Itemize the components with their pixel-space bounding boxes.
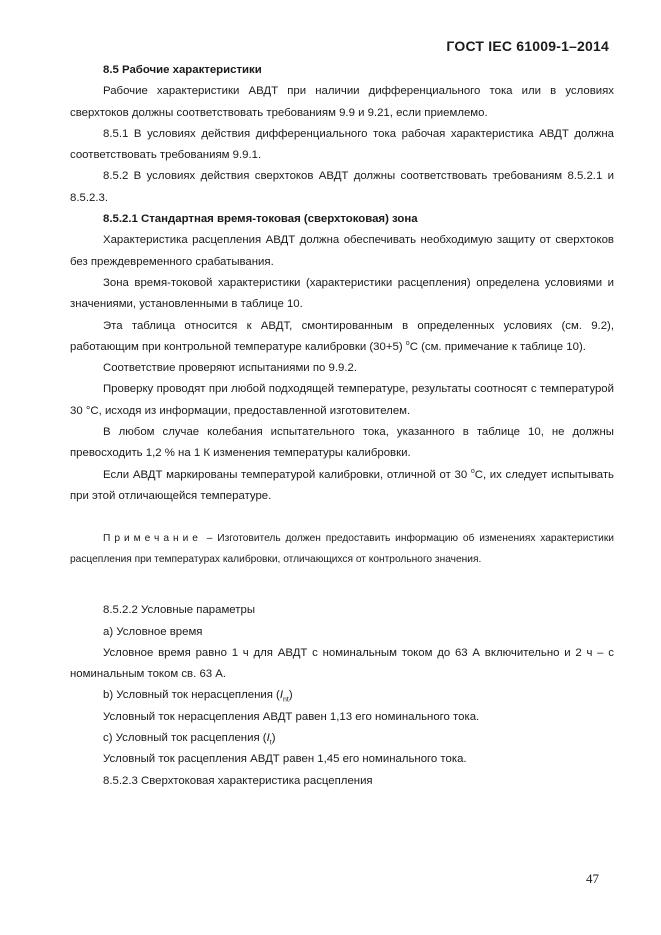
degree-symbol: o [405, 340, 410, 348]
paragraph: 8.5.2 В условиях действия сверхтоков АВДТ должны соответствовать требованиям 8.5.2.1 и 8.5.2.3. [70, 170, 614, 204]
section-8-5-2-2-heading: 8.5.2.2 Условные параметры [103, 604, 256, 617]
paragraph: Условный ток нерасцепления АВДТ равен 1,13 его номинального тока. [103, 710, 480, 723]
text-run: Если АВДТ маркированы температурой калибровки, отличной от 30 [103, 468, 471, 481]
degree-symbol: o [470, 467, 475, 475]
paragraph: Зона время-токовой характеристики (характеристики расцепления) определена условиями и значениями, установленными в таблице 10. [70, 276, 614, 311]
document-id: ГОСТ IEC 61009-1–2014 [446, 38, 609, 54]
section-8-5-2-3-heading: 8.5.2.3 Сверхтоковая характеристика расцепления [103, 774, 373, 787]
page-body [70, 60, 614, 792]
text-run: ) [288, 689, 293, 702]
paragraph: В любом случае колебания испытательного тока, указанного в таблице 10, не должны превосходить 1,2 % на 1 К изменения температуры калибровки. [70, 426, 614, 460]
paragraph: Характеристика расцепления АВДТ должна обеспечивать необходимую защиту от сверхтоков без преждевременного срабатывания. [70, 234, 614, 268]
subscript: nt [283, 696, 289, 704]
paragraph: 8.5.1 В условиях действия дифференциального тока рабочая характеристика АВДТ должна соответствовать требованиям 9.9.1. [70, 127, 614, 162]
paragraph: Условное время равно 1 ч для АВДТ с номинальным током до 63 А включительно и 2 ч – с номинальным током св. 63 А. [70, 646, 614, 681]
section-8-5-heading: 8.5 Рабочие характеристики [103, 64, 262, 76]
paragraph [70, 316, 614, 359]
paragraph: Рабочие характеристики АВДТ при наличии дифференциального тока или в условиях сверхтоков должны соответствовать требованиям 9.9 и 9.21, если приемлемо. [70, 85, 614, 119]
symbol-i: I [266, 732, 270, 745]
symbol-i: I [279, 689, 284, 702]
note [70, 528, 614, 570]
text-run: ) [271, 732, 276, 745]
paragraph: Условный ток расцепления АВДТ равен 1,45 его номинального тока. [103, 753, 467, 766]
text-run: Эта таблица относится к АВДТ, смонтированным в определенных условиях (см. 9.2), работающим при контрольной температуре калибровки (30+5) [70, 319, 614, 353]
text-run: c) Условный ток расцепления ( [103, 732, 267, 745]
text-run: b) Условный ток нерасцепления ( [103, 689, 280, 702]
item-c-label [70, 728, 614, 749]
section-8-5-2-1-heading: 8.5.2.1 Стандартная время-токовая (сверхтоковая) зона [103, 213, 418, 226]
note-text: – Изготовитель должен предоставить информацию об изменениях характеристики расцепления при температурах калибровки, отличающихся от контрольного значения. [70, 533, 614, 566]
item-b-label [70, 685, 614, 706]
paragraph: Соответствие проверяют испытаниями по 9.9.2. [103, 362, 357, 375]
item-a-label: a) Условное время [103, 625, 203, 638]
note-label: Примечание [103, 533, 202, 545]
paragraph: Проверку проводят при любой подходящей температуре, результаты соотносят с температурой 30 °С, исходя из информации, предоставленной изготовителем. [70, 383, 614, 417]
subscript: t [269, 739, 272, 747]
page-number: 47 [586, 871, 599, 886]
paragraph [70, 465, 614, 508]
text-run: С (см. примечание к таблице 10). [409, 340, 586, 353]
text-run: С, их следует испытывать при этой отличающейся температуре. [70, 468, 614, 502]
